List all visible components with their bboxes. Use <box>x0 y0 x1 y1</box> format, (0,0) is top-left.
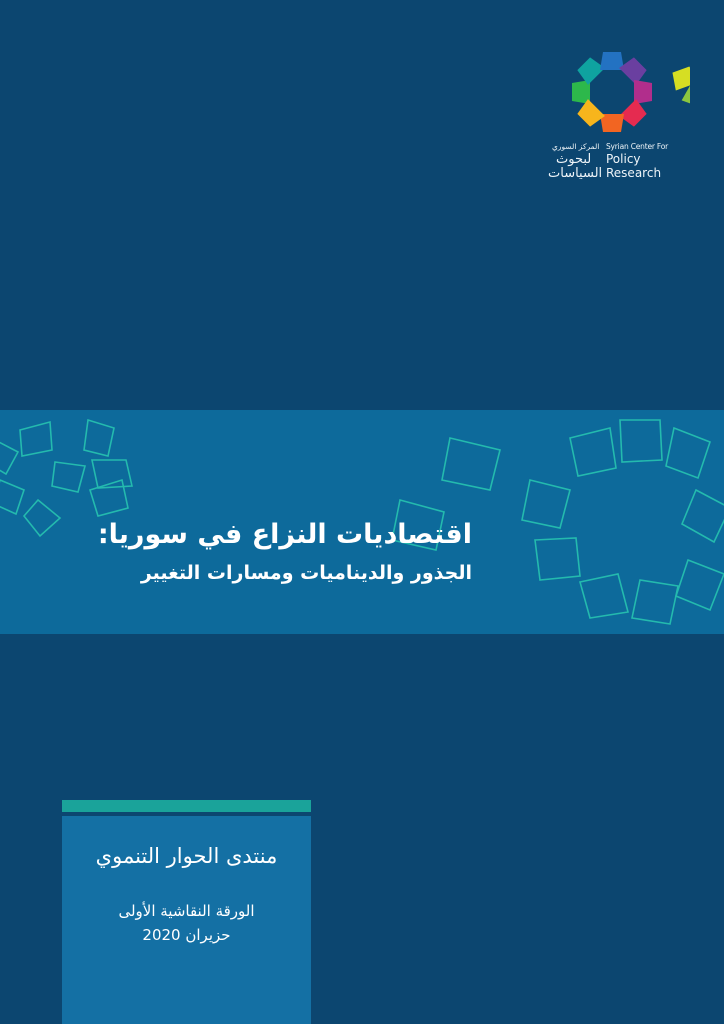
paper-label: الورقة النقاشية الأولى <box>118 902 255 920</box>
logo-name-en-3: Research <box>606 166 662 180</box>
logo-petal <box>575 55 605 85</box>
title-line-2: الجذور والديناميات ومسارات التغيير <box>140 562 472 584</box>
flower-logo-icon <box>560 44 690 140</box>
logo-name-ar-3: السياسات <box>548 166 603 181</box>
forum-name: منتدى الحوار التنموي <box>95 844 278 868</box>
accent-bar <box>62 800 311 812</box>
document-title <box>98 514 472 590</box>
logo-name-ar-2: لبحوث <box>556 152 592 167</box>
forum-info-box <box>62 816 311 1024</box>
title-line-1: اقتصاديات النزاع في سوريا: <box>97 519 472 550</box>
logo-petal <box>670 65 690 90</box>
publication-date: حزيران 2020 <box>142 926 231 944</box>
logo-petal <box>575 99 605 129</box>
logo-petal <box>619 55 649 85</box>
title-band <box>0 410 724 634</box>
logo-petal <box>619 99 649 129</box>
logo-name-en-1: Syrian Center For <box>606 142 669 151</box>
logo-name-en-2: Policy <box>606 152 641 166</box>
scpr-logo <box>548 44 688 184</box>
logo-name-ar-1: المركز السوري <box>552 142 600 151</box>
